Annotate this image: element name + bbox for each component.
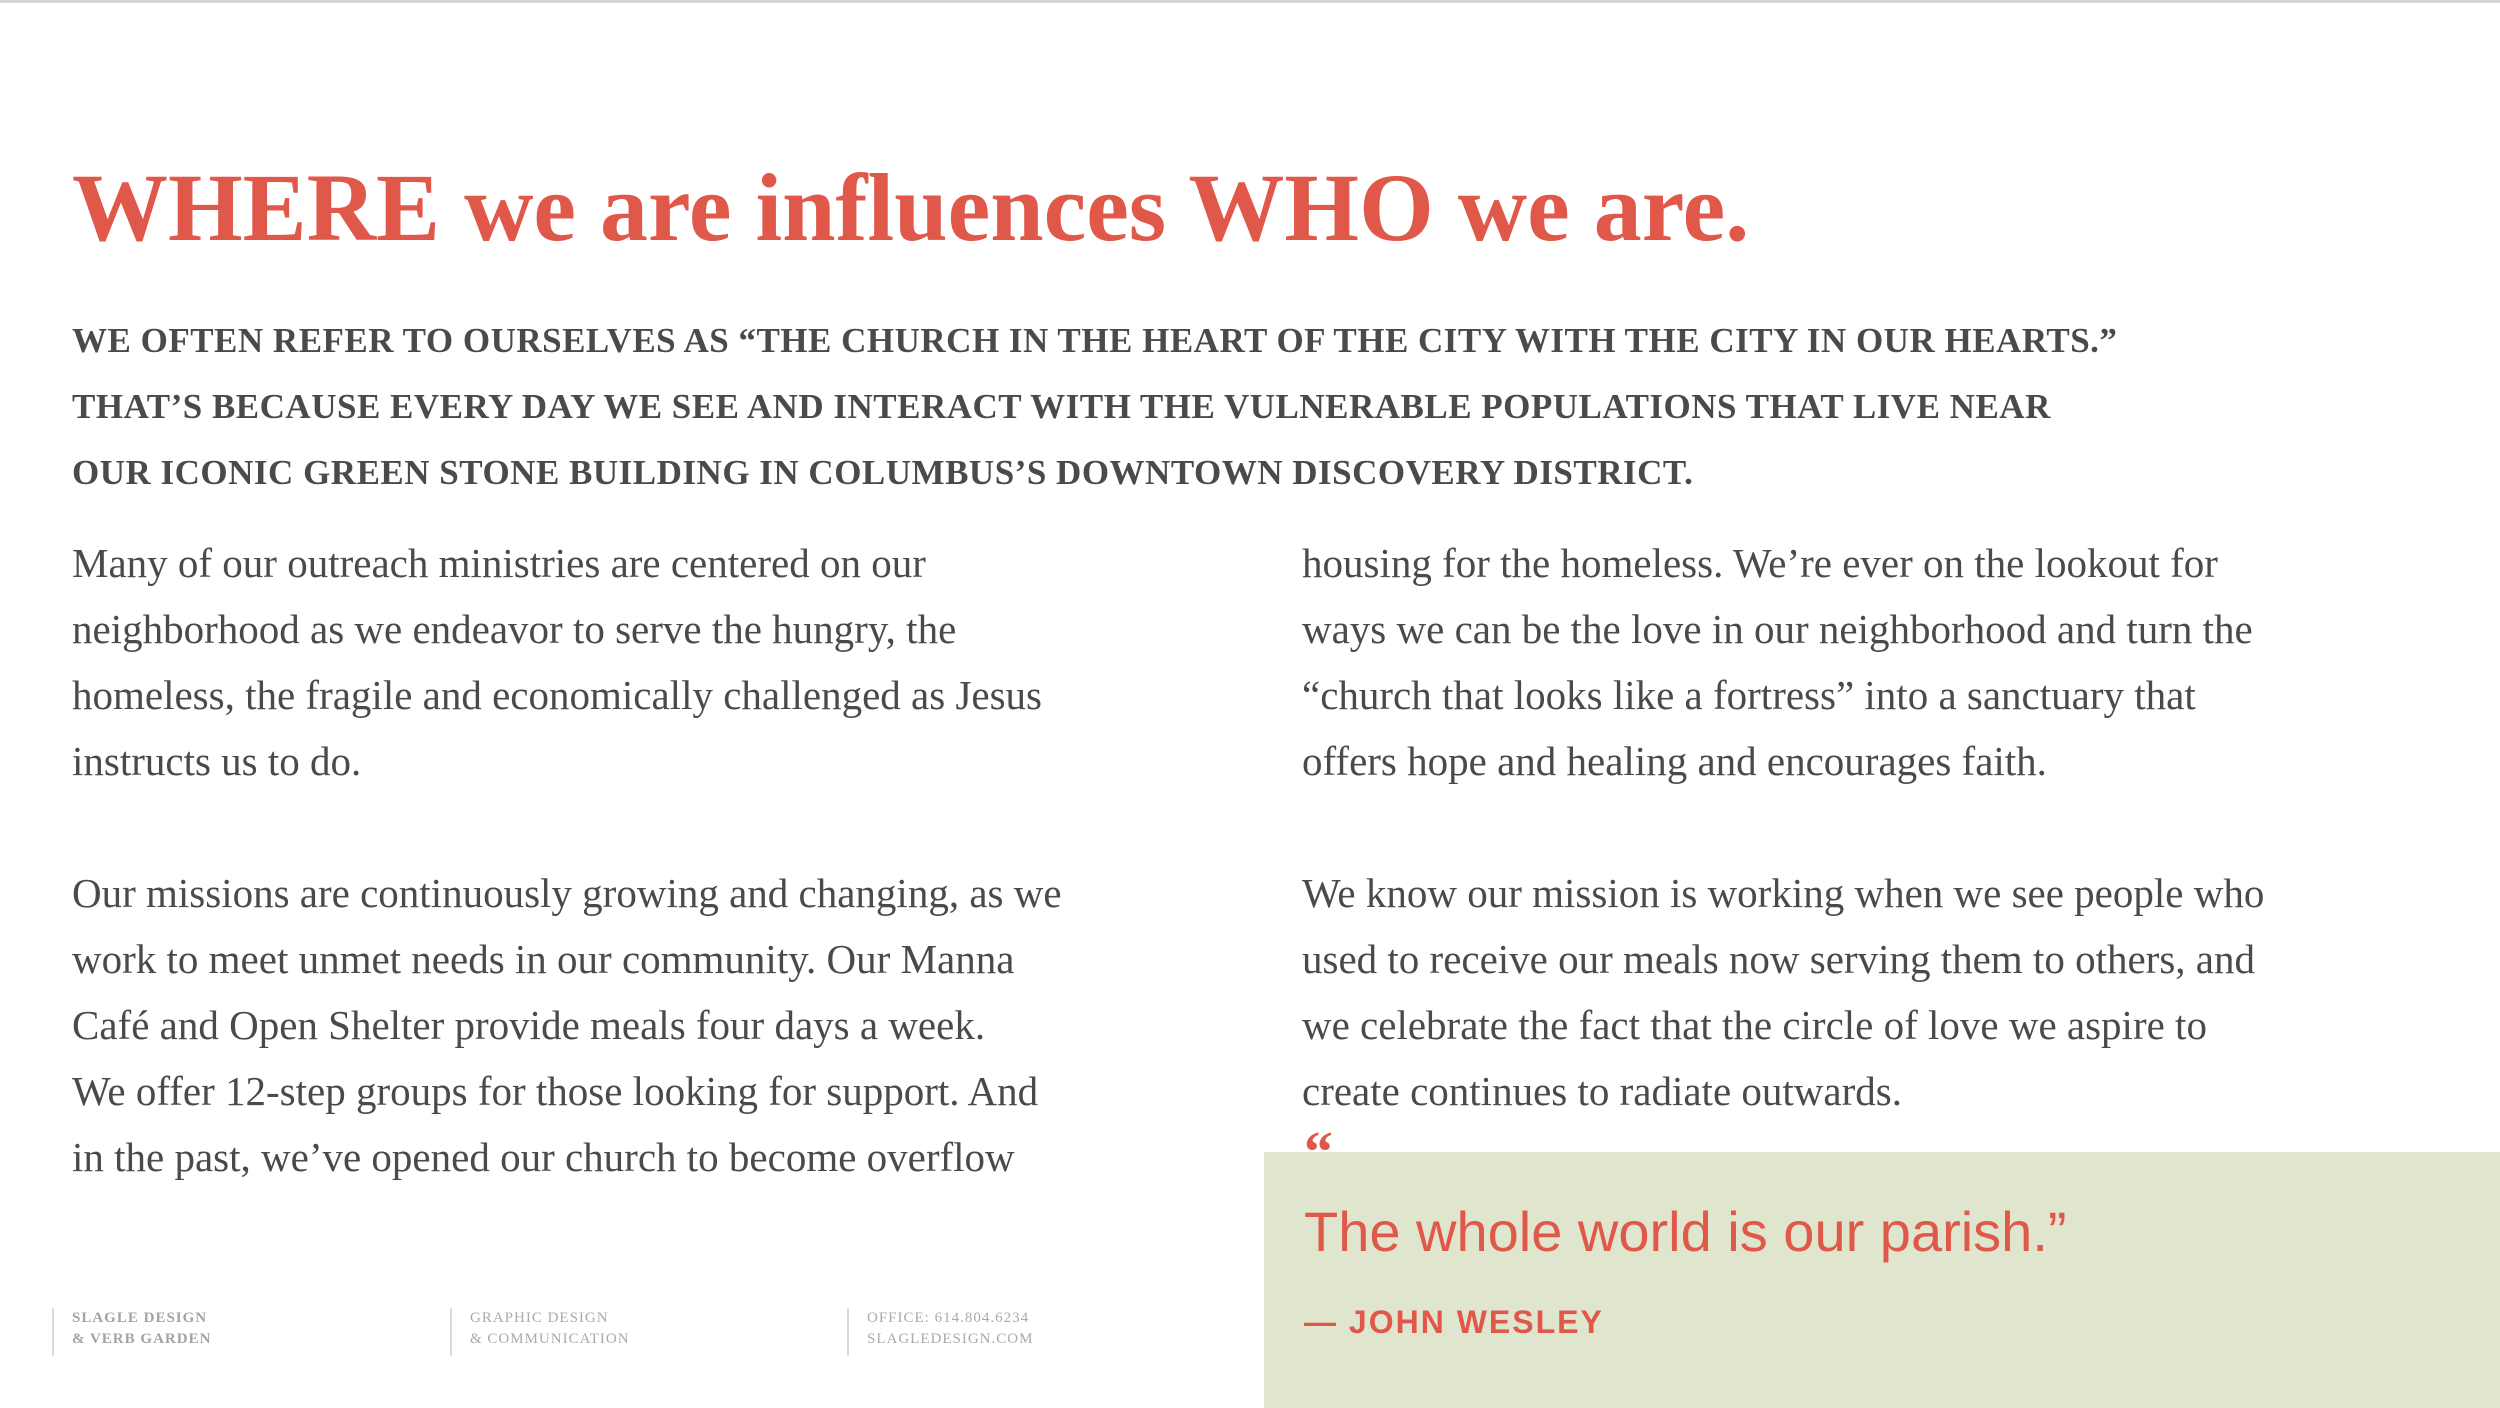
body-line: homeless, the fragile and economically challenged as Jesus bbox=[72, 672, 1043, 718]
body-line: work to meet unmet needs in our community. Our Manna bbox=[72, 936, 1015, 982]
footer-services bbox=[450, 1308, 630, 1356]
footer-company bbox=[52, 1308, 211, 1356]
body-line: Many of our outreach ministries are centered on our bbox=[72, 540, 926, 586]
footer-line: SLAGLE DESIGN bbox=[72, 1310, 208, 1326]
pull-quote-panel bbox=[1264, 1152, 2500, 1408]
body-paragraph bbox=[72, 530, 1242, 794]
body-column-left bbox=[72, 530, 1242, 1190]
paragraph-gap bbox=[1302, 794, 2472, 860]
body-line: in the past, we’ve opened our church to become overflow bbox=[72, 1134, 1015, 1180]
pull-quote-text: The whole world is our parish.” bbox=[1304, 1200, 2067, 1263]
body-line: Café and Open Shelter provide meals four days a week. bbox=[72, 1002, 986, 1048]
body-line: “church that looks like a fortress” into a sanctuary that bbox=[1302, 672, 2196, 718]
quote-mark-icon: “ bbox=[1304, 1119, 1333, 1184]
body-line: offers hope and healing and encourages faith. bbox=[1302, 738, 2047, 784]
body-line: We know our mission is working when we see people who bbox=[1302, 870, 2265, 916]
body-paragraph bbox=[1302, 530, 2472, 794]
body-line: housing for the homeless. We’re ever on the lookout for bbox=[1302, 540, 2218, 586]
intro-line: WE OFTEN REFER TO OURSELVES AS “THE CHURCH IN THE HEART OF THE CITY WITH THE CITY IN OUR HEARTS.” bbox=[72, 321, 2118, 360]
footer-line: & COMMUNICATION bbox=[470, 1331, 630, 1347]
page-headline: WHERE we are influences WHO we are. bbox=[72, 154, 1750, 261]
paragraph-gap bbox=[72, 794, 1242, 860]
intro-line: THAT’S BECAUSE EVERY DAY WE SEE AND INTERACT WITH THE VULNERABLE POPULATIONS THAT LIVE NEAR bbox=[72, 387, 2051, 426]
body-line: instructs us to do. bbox=[72, 738, 362, 784]
footer-line: OFFICE: 614.804.6234 bbox=[867, 1310, 1030, 1326]
body-line: used to receive our meals now serving them to others, and bbox=[1302, 936, 2255, 982]
footer-line: GRAPHIC DESIGN bbox=[470, 1310, 609, 1326]
body-column-right bbox=[1302, 530, 2472, 1124]
footer-line: & VERB GARDEN bbox=[72, 1331, 212, 1347]
body-line: we celebrate the fact that the circle of love we aspire to bbox=[1302, 1002, 2207, 1048]
body-paragraph bbox=[72, 860, 1242, 1190]
top-divider bbox=[0, 0, 2500, 3]
body-line: We offer 12-step groups for those looking for support. And bbox=[72, 1068, 1039, 1114]
pull-quote-author: — JOHN WESLEY bbox=[1304, 1304, 1604, 1340]
body-line: ways we can be the love in our neighborhood and turn the bbox=[1302, 606, 2253, 652]
intro-statement bbox=[72, 308, 2452, 506]
body-line: create continues to radiate outwards. bbox=[1302, 1068, 1902, 1114]
intro-line: OUR ICONIC GREEN STONE BUILDING IN COLUMBUS’S DOWNTOWN DISCOVERY DISTRICT. bbox=[72, 453, 1694, 492]
body-paragraph bbox=[1302, 860, 2472, 1124]
body-line: neighborhood as we endeavor to serve the hungry, the bbox=[72, 606, 957, 652]
body-line: Our missions are continuously growing and changing, as we bbox=[72, 870, 1062, 916]
footer-line: SLAGLEDESIGN.COM bbox=[867, 1331, 1034, 1347]
footer-contact bbox=[847, 1308, 1033, 1356]
